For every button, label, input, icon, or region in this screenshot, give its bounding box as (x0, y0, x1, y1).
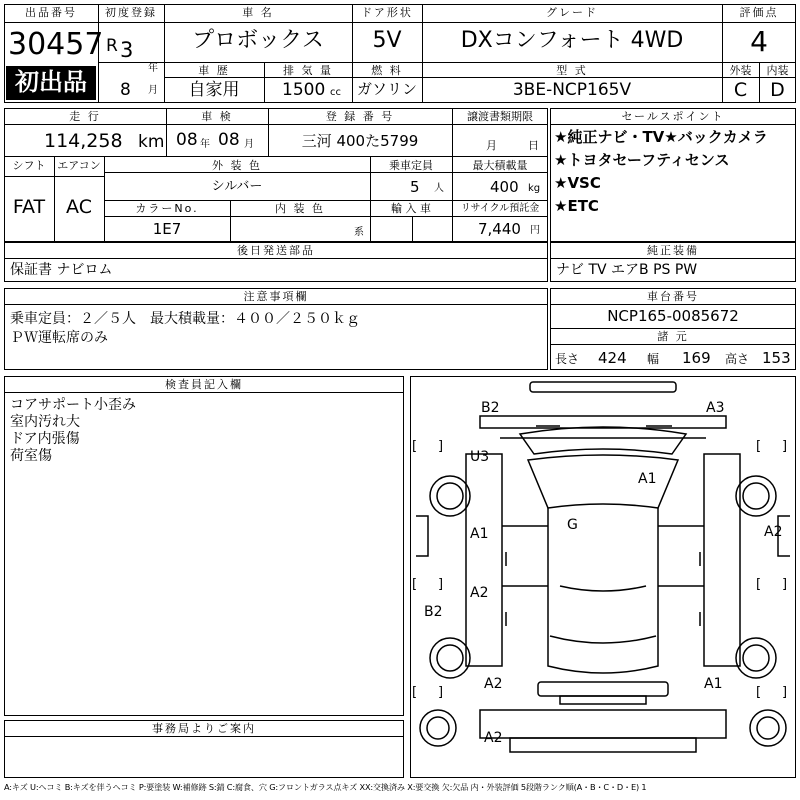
genuine-value: ナビ TV エアB PS PW (556, 262, 698, 278)
transfer-day-unit: 日 (528, 139, 539, 152)
recycle-unit: 円 (530, 225, 540, 236)
plate-label: 登 録 番 号 (325, 110, 395, 123)
height-label: 高さ (725, 352, 750, 366)
length: 424 (598, 349, 627, 367)
capacity: 5 (410, 178, 420, 196)
grade-label: グレード (546, 6, 598, 19)
mileage-label: 走 行 (69, 110, 101, 123)
door: 5V (372, 28, 402, 53)
length-label: 長さ (555, 352, 580, 366)
load: 400 (490, 178, 519, 196)
color-no: 1E7 (152, 220, 182, 238)
interior-grade: D (770, 79, 785, 101)
mileage-unit: km (138, 132, 165, 152)
recycle-label: リサイクル預託金 (460, 203, 540, 214)
damage-mark-b2-left: B2 (424, 604, 443, 620)
color-no-label: カラーNo. (135, 202, 199, 215)
inspector-line: コアサポート小歪み (10, 397, 136, 413)
bracket: ] (438, 577, 444, 592)
chassis-value: NCP165-0085672 (607, 307, 739, 325)
sales-point-item: ★純正ナビ・TV★バックカメラ (554, 128, 768, 146)
inspector-line: 室内汚れ大 (10, 414, 80, 430)
damage-mark-u3: U3 (470, 449, 490, 465)
sales-points-label: セールスポイント (621, 110, 725, 123)
load-unit: kg (528, 183, 541, 194)
history-label: 車 歴 (198, 64, 230, 77)
shift: FAT (12, 196, 46, 218)
notes-line: ＰＷ運転席のみ (10, 330, 108, 346)
model-label: 型 式 (556, 64, 588, 77)
car-name-label: 車 名 (242, 6, 274, 19)
bracket: [ (412, 439, 418, 454)
capacity-label: 乗車定員 (389, 159, 433, 172)
damage-mark-a1-roof: A1 (638, 471, 657, 487)
interior-label: 内装 (766, 64, 789, 77)
later-parts-label: 後日発送部品 (237, 244, 315, 257)
damage-mark-a2-right: A2 (764, 524, 783, 540)
notes-label: 注意事項欄 (243, 290, 309, 303)
era: R (106, 36, 118, 56)
fuel: ガソリン (356, 80, 417, 98)
bracket: ] (782, 685, 788, 700)
inspection-year-unit: 年 (200, 139, 210, 150)
displacement: 1500 (282, 80, 326, 100)
damage-mark-a1-left-door: A1 (470, 526, 489, 542)
bracket: [ (756, 439, 762, 454)
year-unit: 年 (148, 63, 158, 74)
office-label: 事務局よりご案内 (152, 722, 256, 735)
bracket: [ (756, 577, 762, 592)
ext-color-label: 外 装 色 (212, 159, 262, 172)
displacement-unit: cc (330, 87, 341, 98)
inspection-label: 車 検 (201, 110, 233, 123)
grade: DXコンフォート 4WD (460, 28, 684, 53)
transfer-label: 譲渡書類期限 (467, 110, 533, 123)
fuel-label: 燃 料 (371, 64, 403, 77)
spec-table (4, 108, 548, 242)
bracket: ] (438, 685, 444, 700)
import-label: 輸 入 車 (391, 202, 431, 215)
bracket: ] (438, 439, 444, 454)
damage-mark-a3-front-right: A3 (706, 400, 725, 416)
month-unit: 月 (148, 85, 158, 96)
notes-line: 乗車定員：２／５人 最大積載量：４００／２５０ｋｇ (10, 311, 360, 327)
ac: AC (66, 196, 92, 218)
width-label: 幅 (647, 352, 660, 366)
bracket: [ (412, 577, 418, 592)
inspector-line: ドア内張傷 (10, 431, 80, 447)
bracket: ] (782, 577, 788, 592)
damage-mark-a2-left-rear-door: A2 (470, 585, 489, 601)
car-name: プロボックス (192, 28, 324, 53)
load-label: 最大積載量 (472, 159, 528, 172)
model: 3BE-NCP165V (512, 80, 632, 100)
reg-year: 3 (120, 38, 134, 62)
damage-mark-a1-rear-right: A1 (704, 676, 723, 692)
plate: 三河 400た5799 (301, 132, 419, 150)
transfer-month-unit: 月 (486, 139, 497, 152)
lot-number-label: 出品番号 (25, 6, 77, 19)
damage-mark-b2-front-left: B2 (481, 400, 500, 416)
bracket: ] (782, 439, 788, 454)
first-reg-label: 初度登録 (105, 6, 157, 19)
inspector-line: 荷室傷 (10, 448, 52, 464)
inspection-month: 08 (218, 130, 240, 150)
capacity-unit: 人 (434, 183, 444, 194)
dims-label: 諸 元 (657, 330, 689, 343)
int-color-unit: 系 (354, 227, 364, 238)
sales-point-item: ★トヨタセーフティセンス (554, 151, 730, 169)
ac-label: エアコン (57, 159, 101, 172)
reg-month: 8 (120, 80, 131, 100)
damage-mark-g-windshield: G (567, 517, 578, 533)
int-color-label: 内 装 色 (275, 202, 325, 215)
exterior-label: 外装 (729, 64, 752, 77)
later-parts-value: 保証書 ナビロム (10, 262, 113, 278)
damage-mark-a2-rear-left: A2 (484, 676, 503, 692)
mileage: 114,258 (44, 130, 123, 152)
height: 153 (762, 349, 791, 367)
car-diagram (410, 376, 796, 778)
sales-point-item: ★VSC (554, 174, 601, 192)
score: 4 (750, 25, 768, 58)
inspector-label: 検査員記入欄 (165, 378, 243, 391)
first-listing-text: 初出品 (15, 68, 87, 96)
genuine-label: 純正装備 (647, 244, 699, 257)
displacement-label: 排 気 量 (283, 64, 333, 77)
ext-color: シルバー (211, 179, 263, 194)
bracket: [ (412, 685, 418, 700)
inspection-year: 08 (176, 130, 198, 150)
exterior-grade: C (733, 79, 748, 101)
door-label: ドア形状 (361, 6, 413, 19)
inspection-month-unit: 月 (244, 139, 254, 150)
bracket: [ (756, 685, 762, 700)
width: 169 (682, 349, 711, 367)
history: 自家用 (188, 80, 240, 100)
chassis-label: 車台番号 (647, 290, 699, 303)
damage-mark-a2-bottom: A2 (484, 730, 503, 746)
legend: A:キズ U:ヘコミ B:キズを伴うヘコミ P:要塗装 W:補修跡 S:錆 C:腐食、穴 G:フロントガラス点キズ XX:交換済み X:要交換 欠:欠品 内・外装評価 5段階ランク順(A・B・C・D・E) 1 (4, 782, 647, 792)
recycle: 7,440 (478, 220, 521, 238)
score-label: 評価点 (739, 6, 779, 19)
lot-number: 30457 (8, 27, 104, 62)
shift-label: シフト (12, 159, 46, 172)
sales-point-item: ★ETC (554, 197, 599, 215)
